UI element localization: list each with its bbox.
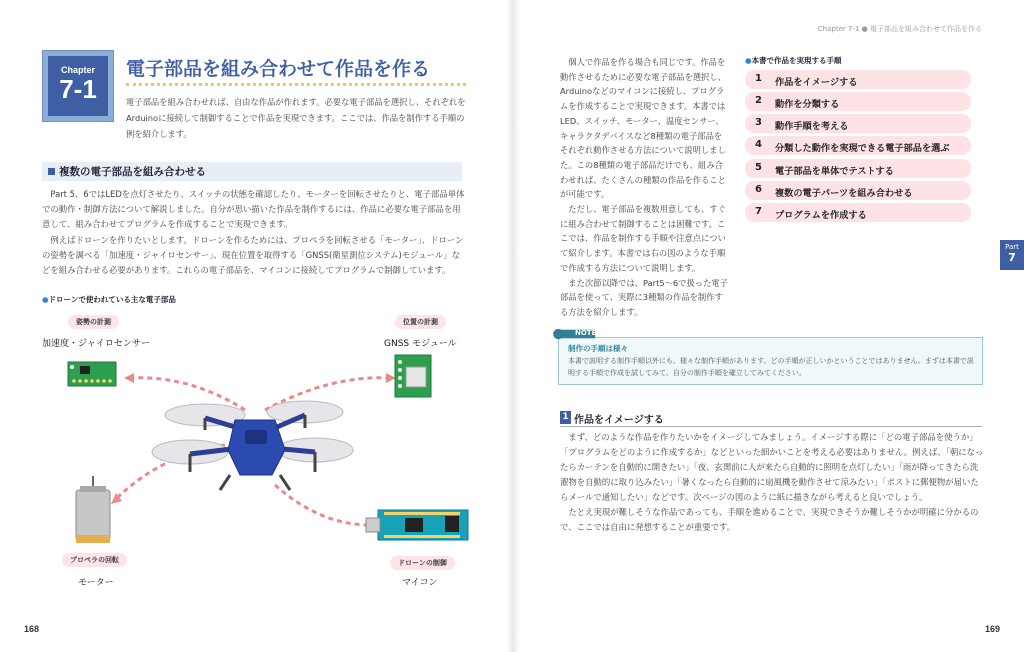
caption-text: ドローンで使われている主な電子部品 [48, 295, 176, 304]
figure-caption [42, 294, 176, 305]
part-name: モーター [78, 578, 114, 588]
step-number: 5 [755, 162, 762, 173]
paragraph: まず、どのような作品を作りたいかをイメージしてみましょう。イメージする際に「どの電子部品を使うか」「プログラムをどのように作成するか」などといった細かいことを考える必要はありません。例えば、「朝になったらカーテンを自動的に開きたい」「夜、玄関前に人が来たら自動的に照明を点灯したい」「雨が降ってきたら洗濯物を自動的に取り込みたい」「暑くなったら自動的に扇風機を動作させて涼みたい」「ポストに郵便物が届いたらメールで通知したい」などです。次ページの図のように紙に描きながら考えると良いでしょう。 [560, 432, 984, 502]
note-badge-label: NOTE [575, 329, 597, 337]
step-label: プログラムを作成する [775, 210, 867, 221]
step-item [745, 181, 971, 200]
chapter-label: Chapter [60, 65, 95, 75]
step-number: 7 [755, 206, 762, 217]
part-tab [1000, 240, 1024, 270]
part-tag: ドローンの制御 [390, 556, 455, 570]
part-name: マイコン [402, 578, 438, 588]
right-column-text [560, 55, 730, 320]
drone-diagram [40, 350, 480, 555]
page-gutter [506, 0, 520, 652]
step-label: 電子部品を単体でテストする [775, 166, 894, 177]
note-body: 本書で説明する制作手順以外にも、様々な制作手順があります。どの手順が正しいかということではありません。まずは本書で説明する手順で作成を試してみて、自分の制作手順を確立してみてください。 [568, 357, 974, 377]
step-item [745, 136, 971, 155]
section-title: 複数の電子部品を組み合わせる [59, 166, 206, 178]
step-label: 複数の電子パーツを組み合わせる [775, 188, 913, 199]
part-tag: 姿勢の計測 [68, 315, 119, 329]
section-title: 作品をイメージする [574, 415, 664, 426]
microcontroller-icon [366, 510, 468, 540]
paragraph: 個人で作品を作る場合も同じです。作品を動作させるために必要な電子部品を選択し、Arduinoなどのマイコンに接続し、プログラムを作成することで実現できます。本書ではLED、スイッチ、モーター、温度センサー、キャラクタデバイスなど8種類の電子部品をそれぞれ動作させる方法について説明しました。この8種類の電子部品だけでも、組み合わせれば、たくさんの種類の作品を作ることが可能です。 [560, 57, 726, 200]
chapter-badge [42, 50, 114, 122]
page-number-right: 169 [985, 624, 1001, 634]
section1-body [42, 187, 466, 278]
paragraph: たとえ実現が難しそうな作品であっても、手順を進めることで、実現できそうか難しそうかが明確に分かるので、ここでは自由に発想することが重要です。 [560, 507, 979, 532]
title-underline [126, 83, 466, 86]
section2-body [560, 430, 985, 535]
step-label: 作品をイメージする [775, 77, 858, 88]
step-number: 4 [755, 139, 762, 150]
paragraph: 例えばドローンを作りたいとします。ドローンを作るためには、プロペラを回転させる「モーター」、ドローンの姿勢を調べる「加速度・ジャイロセンサー」、現在位置を取得する「GNSS(衛星測位システム)モジュール」などを組み合わせる必要があります。これらの電子部品を、マイコンに接続してプログラムで制御しています。 [42, 234, 464, 276]
caption-text: 本書で作品を実現する手順 [751, 56, 842, 65]
gyro-sensor-icon [68, 362, 116, 386]
section-heading-combine [42, 162, 462, 181]
step-label: 動作手順を考える [775, 121, 849, 132]
part-tab-label: Part [1005, 243, 1019, 251]
gnss-module-icon [395, 355, 431, 397]
note-title: 制作の手順は様々 [568, 344, 628, 353]
page-number-left: 168 [24, 624, 40, 634]
step-number: 6 [755, 184, 762, 195]
part-tag: プロペラの回転 [62, 553, 127, 567]
step-item [745, 92, 971, 111]
chapter-number: 7-1 [59, 74, 97, 104]
step-item [745, 203, 971, 222]
motor-icon [76, 476, 110, 543]
drone-icon [152, 401, 353, 490]
section-rule [560, 426, 982, 427]
arrow-to-mcu [275, 485, 370, 525]
intro-text: 電子部品を組み合わせれば、自由な作品が作れます。必要な電子部品を選択し、それぞれをArduinoに接続して制御することで作品を実現できます。ここでは、作品を制作する手順の例を紹介します。 [126, 97, 466, 139]
part-name: GNSS モジュール [384, 339, 457, 349]
running-header: Chapter 7-1 ● 電子部品を組み合わせて作品を作る [817, 25, 982, 33]
caption-bullet-icon: ● [745, 56, 752, 65]
arrowhead-icon [124, 373, 134, 383]
step-number: 2 [755, 95, 762, 106]
caption-bullet-icon: ● [42, 295, 49, 304]
part-tab-number: 7 [1008, 251, 1016, 264]
step-item [745, 114, 971, 133]
paragraph: また次節以降では、Part5～6で扱った電子部品を使って、実際に3種類の作品を制作する方法を紹介します。 [560, 277, 728, 317]
step-item [745, 159, 971, 178]
steps-caption [745, 55, 842, 66]
step-number: 1 [755, 73, 762, 84]
part-name: 加速度・ジャイロセンサー [42, 339, 150, 349]
section-number: 1 [560, 411, 571, 424]
step-item [745, 70, 971, 89]
step-label: 動作を分類する [775, 99, 840, 110]
page-title: 電子部品を組み合わせて作品を作る [126, 58, 431, 80]
paragraph: Part 5、6ではLEDを点灯させたり、スイッチの状態を確認したり、モーターを回転させたりと、電子部品単体での動作・制御方法について解説しました。自分が思い描いた作品を制作するには、作品に必要な電子部品を用意して、組み合わせてプログラムを作成することで実現できます。 [42, 189, 465, 230]
step-label: 分類した動作を実現できる電子部品を選ぶ [775, 143, 950, 154]
step-number: 3 [755, 117, 762, 128]
square-bullet-icon [48, 168, 55, 175]
paragraph: ただし、電子部品を複数用意しても、すぐに組み合わせて制御することは困難です。ここでは、作品を制作する手順や注意点について紹介します。本書では右の図のような手順で作成する方法について説明します。 [560, 204, 726, 273]
part-tag: 位置の計測 [395, 315, 446, 329]
